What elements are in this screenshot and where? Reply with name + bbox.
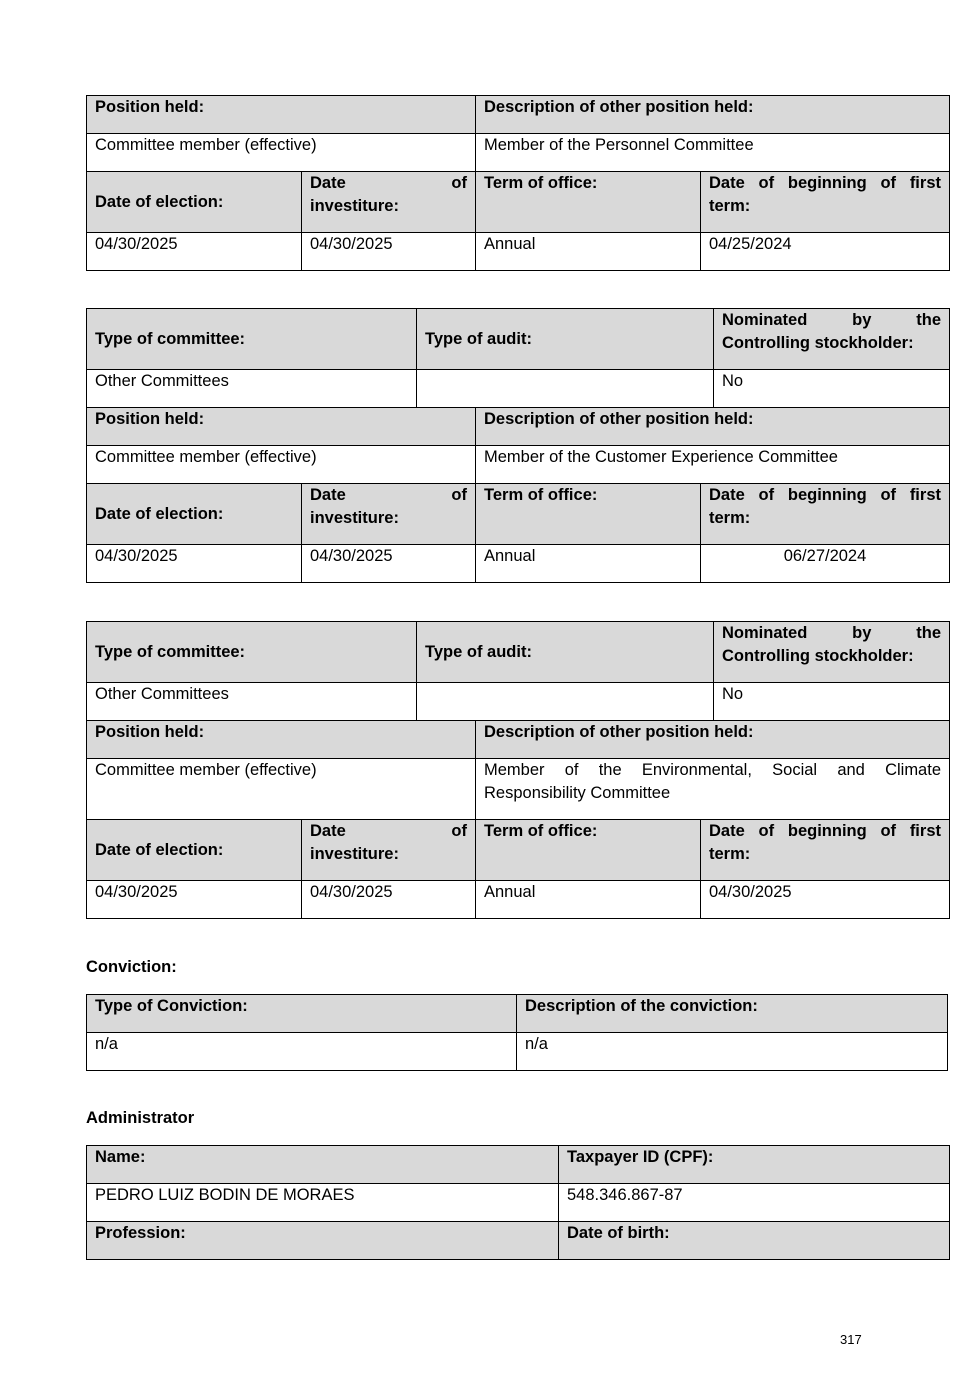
- conviction-type-header: Type of Conviction:: [87, 995, 517, 1033]
- position-held-header: Position held:: [87, 96, 476, 134]
- election-date-header: Date of election:: [87, 484, 302, 545]
- type-of-audit-header: Type of audit:: [417, 622, 714, 683]
- term-of-office-header: Term of office:: [476, 172, 701, 233]
- election-date-value: 04/30/2025: [87, 881, 302, 919]
- investiture-date-header: Date of investiture:: [302, 820, 476, 881]
- position-held-value: Committee member (effective): [87, 134, 476, 172]
- first-term-value: 04/25/2024: [701, 233, 950, 271]
- name-header: Name:: [87, 1146, 559, 1184]
- term-of-office-value: Annual: [476, 881, 701, 919]
- conviction-title: Conviction:: [86, 958, 177, 976]
- type-of-audit-header: Type of audit:: [417, 309, 714, 370]
- description-value: Member of the Customer Experience Committee: [476, 446, 950, 484]
- term-of-office-header: Term of office:: [476, 820, 701, 881]
- election-date-value: 04/30/2025: [87, 233, 302, 271]
- committee-table-2b: [86, 407, 950, 583]
- committee-table-3b: [86, 720, 950, 919]
- profession-header: Profession:: [87, 1222, 559, 1260]
- nominated-header: Nominated by the Controlling stockholder:: [714, 309, 950, 370]
- term-of-office-value: Annual: [476, 233, 701, 271]
- investiture-date-value: 04/30/2025: [302, 233, 476, 271]
- election-date-header: Date of election:: [87, 172, 302, 233]
- position-held-value: Committee member (effective): [87, 759, 476, 820]
- term-of-office-header: Term of office:: [476, 484, 701, 545]
- investiture-date-header: Date of investiture:: [302, 484, 476, 545]
- type-of-audit-value: [417, 683, 714, 721]
- investiture-date-value: 04/30/2025: [302, 545, 476, 583]
- type-of-committee-header: Type of committee:: [87, 622, 417, 683]
- committee-table-3: [86, 621, 950, 721]
- description-header: Description of other position held:: [476, 96, 950, 134]
- investiture-date-value: 04/30/2025: [302, 881, 476, 919]
- conviction-description-header: Description of the conviction:: [517, 995, 948, 1033]
- nominated-value: No: [714, 370, 950, 408]
- position-held-value: Committee member (effective): [87, 446, 476, 484]
- first-term-value: 04/30/2025: [701, 881, 950, 919]
- position-held-header: Position held:: [87, 408, 476, 446]
- nominated-header: Nominated by the Controlling stockholder:: [714, 622, 950, 683]
- cpf-header: Taxpayer ID (CPF):: [559, 1146, 950, 1184]
- conviction-table: [86, 994, 948, 1071]
- first-term-header: Date of beginning of first term:: [701, 172, 950, 233]
- conviction-description-value: n/a: [517, 1033, 948, 1071]
- description-value: Member of the Environmental, Social and Climate Responsibility Committee: [476, 759, 950, 820]
- page-number: 317: [840, 1332, 862, 1347]
- committee-table-1: [86, 95, 950, 271]
- conviction-type-value: n/a: [87, 1033, 517, 1071]
- position-held-header: Position held:: [87, 721, 476, 759]
- committee-table-2: [86, 308, 950, 408]
- description-value: Member of the Personnel Committee: [476, 134, 950, 172]
- first-term-value: 06/27/2024: [701, 545, 950, 583]
- nominated-value: No: [714, 683, 950, 721]
- description-header: Description of other position held:: [476, 721, 950, 759]
- first-term-header: Date of beginning of first term:: [701, 820, 950, 881]
- investiture-date-header: Date of investiture:: [302, 172, 476, 233]
- cpf-value: 548.346.867-87: [559, 1184, 950, 1222]
- type-of-audit-value: [417, 370, 714, 408]
- first-term-header: Date of beginning of first term:: [701, 484, 950, 545]
- description-header: Description of other position held:: [476, 408, 950, 446]
- type-of-committee-value: Other Committees: [87, 370, 417, 408]
- type-of-committee-header: Type of committee:: [87, 309, 417, 370]
- election-date-value: 04/30/2025: [87, 545, 302, 583]
- type-of-committee-value: Other Committees: [87, 683, 417, 721]
- administrator-table: [86, 1145, 950, 1260]
- administrator-title: Administrator: [86, 1109, 195, 1127]
- election-date-header: Date of election:: [87, 820, 302, 881]
- birth-date-header: Date of birth:: [559, 1222, 950, 1260]
- name-value: PEDRO LUIZ BODIN DE MORAES: [87, 1184, 559, 1222]
- term-of-office-value: Annual: [476, 545, 701, 583]
